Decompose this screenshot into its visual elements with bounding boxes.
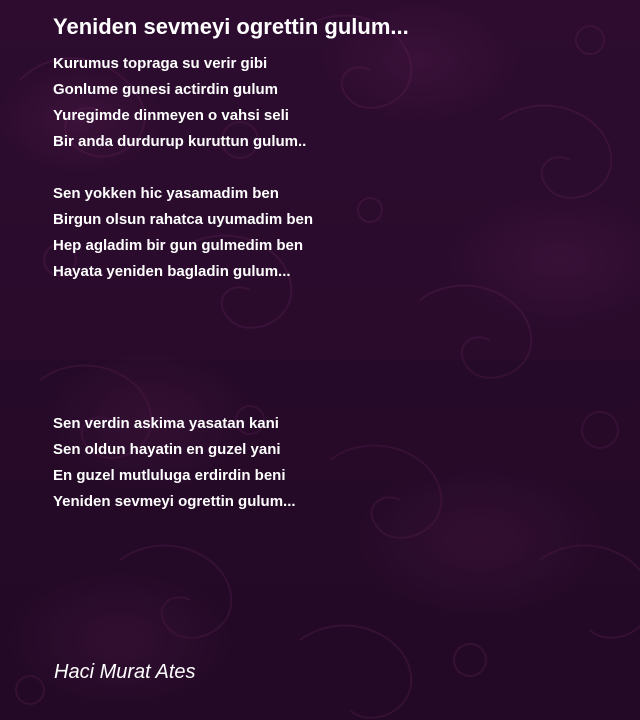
poem-line: Gonlume gunesi actirdin gulum xyxy=(53,81,279,98)
poem-line: Sen yokken hic yasamadim ben xyxy=(53,185,279,202)
poem-line: Hep agladim bir gun gulmedim ben xyxy=(53,237,304,254)
poem-line: Yuregimde dinmeyen o vahsi seli xyxy=(53,107,289,124)
poem-line: Yeniden sevmeyi ogrettin gulum... xyxy=(53,493,296,510)
poem-line: Hayata yeniden bagladin gulum... xyxy=(53,263,291,280)
poem-line: Birgun olsun rahatca uyumadim ben xyxy=(53,211,314,228)
poem-title: Yeniden sevmeyi ogrettin gulum... xyxy=(53,14,409,39)
poem-line: En guzel mutluluga erdirdin beni xyxy=(53,467,286,484)
stanza-3 xyxy=(53,411,296,515)
poem-author: Haci Murat Ates xyxy=(54,661,196,683)
poem-line: Sen oldun hayatin en guzel yani xyxy=(53,441,281,458)
poem-line: Kurumus topraga su verir gibi xyxy=(53,55,268,72)
stanza-2 xyxy=(53,181,313,285)
poem-line: Sen verdin askima yasatan kani xyxy=(53,415,279,432)
stanza-1 xyxy=(53,51,306,155)
poem-line: Bir anda durdurup kuruttun gulum.. xyxy=(53,133,307,150)
